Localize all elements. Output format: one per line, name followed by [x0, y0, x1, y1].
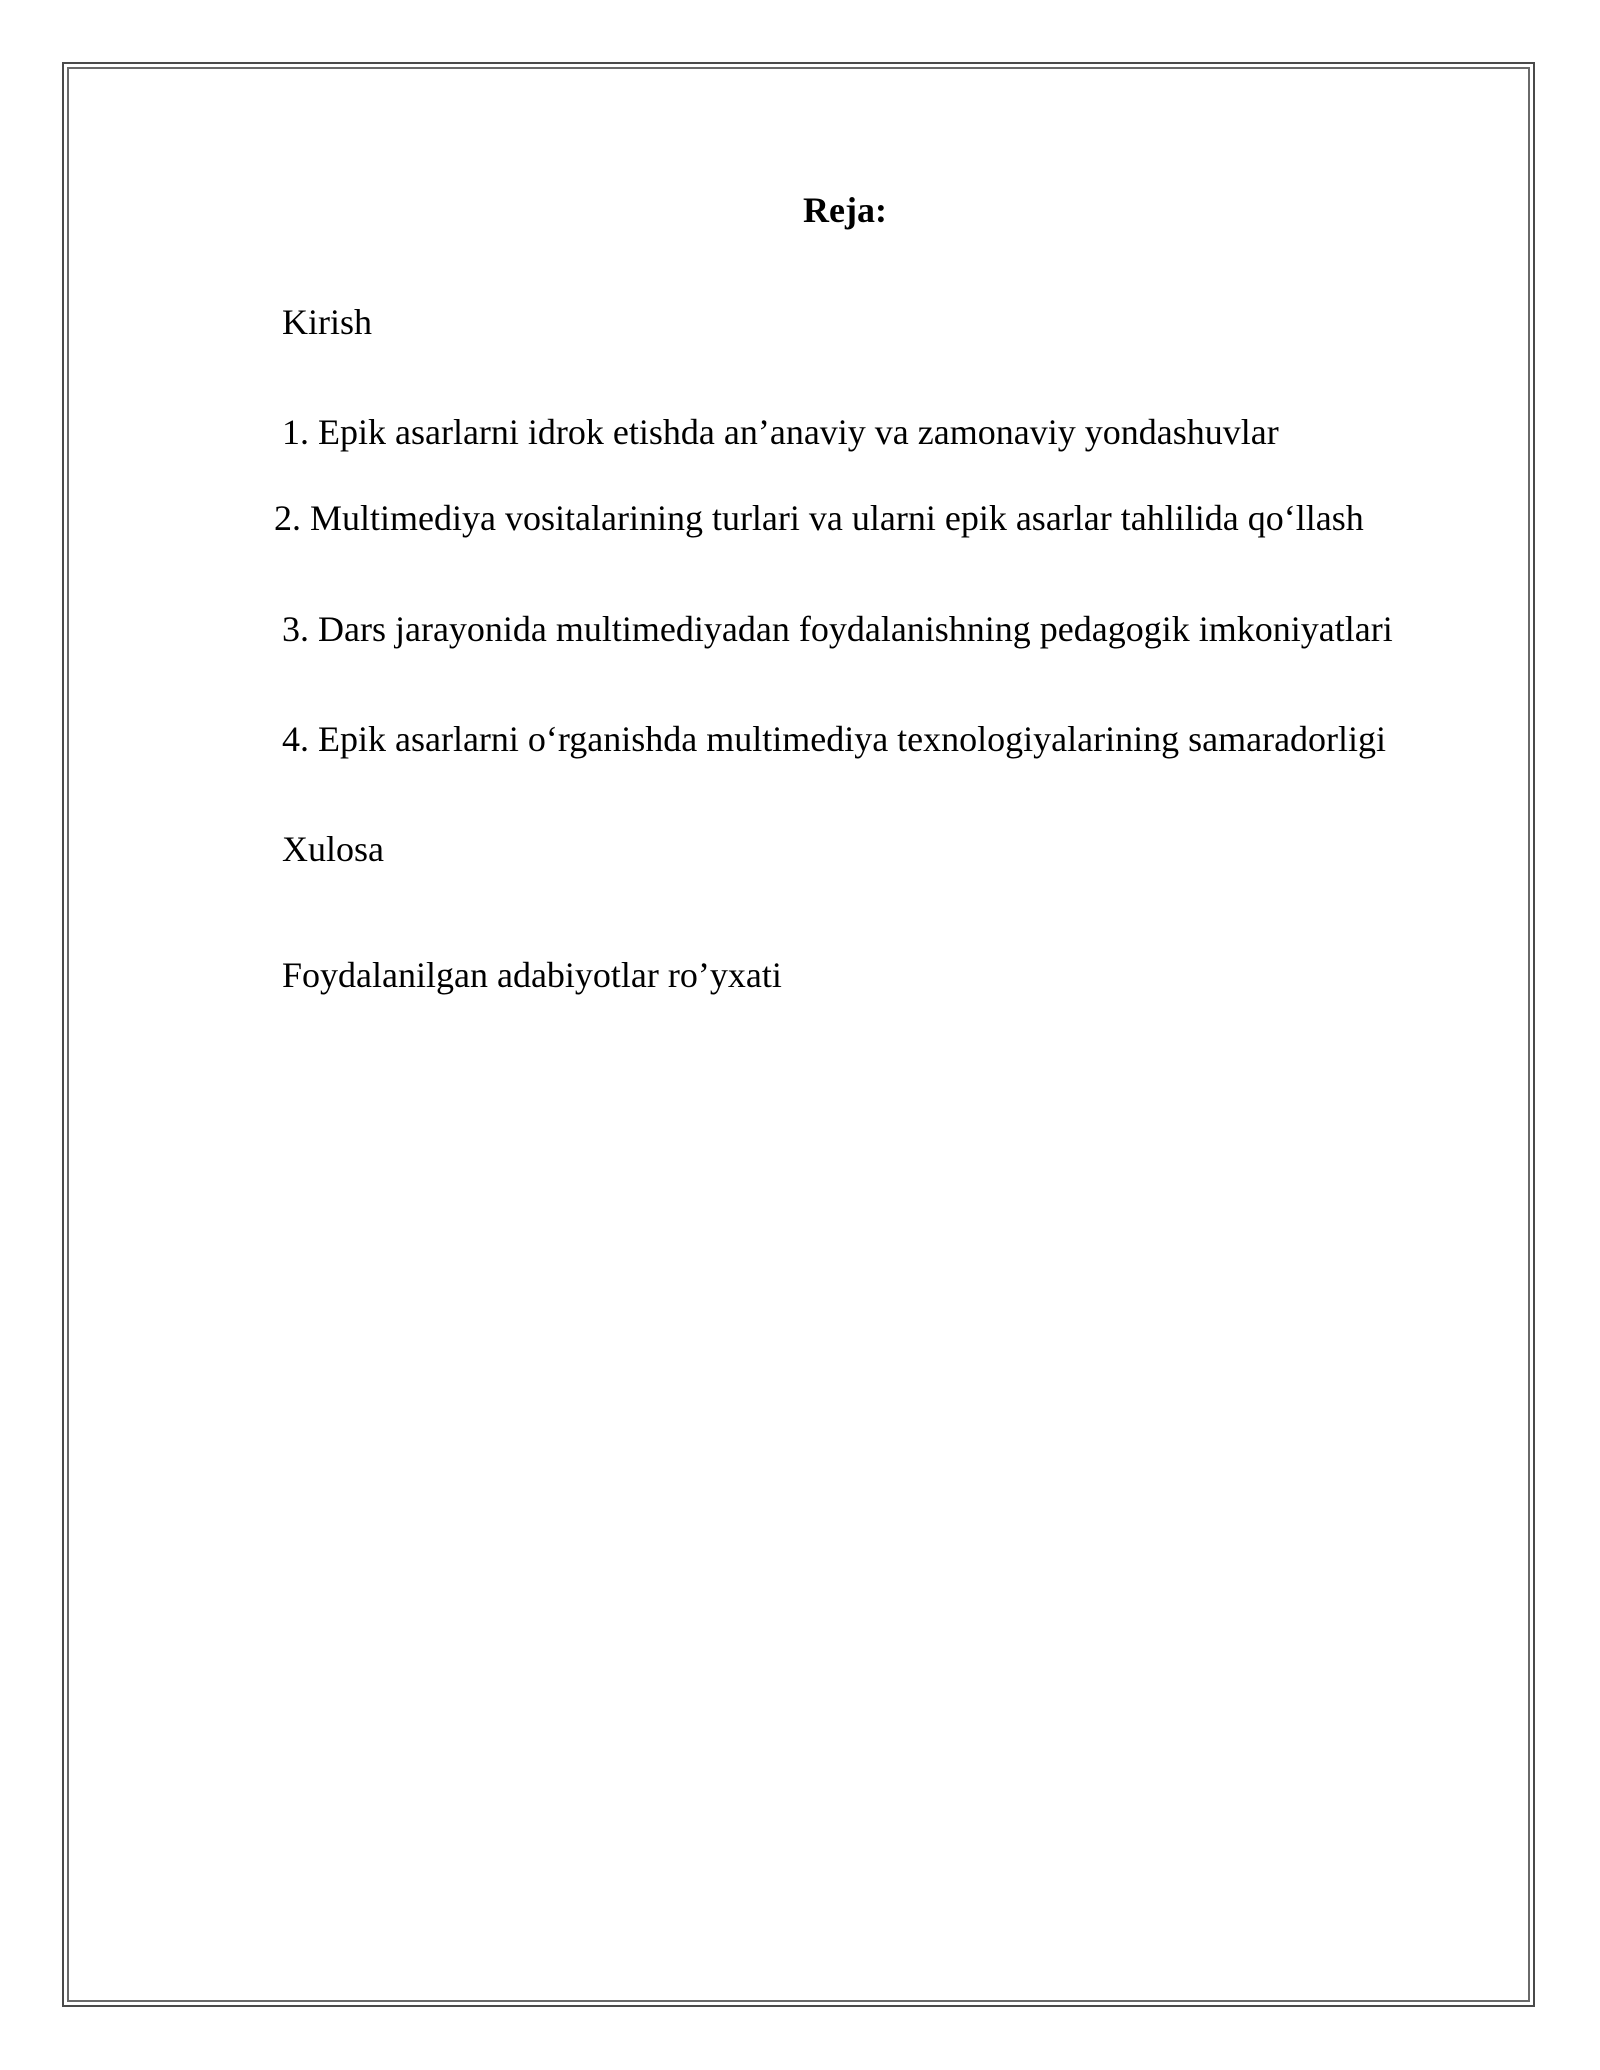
plan-item-references: Foydalanilgan adabiyotlar ro’yxati	[282, 955, 782, 995]
plan-item-introduction: Kirish	[282, 302, 372, 342]
plan-item-1: 1. Epik asarlarni idrok etishda an’anaviy va zamonaviy yondashuvlar	[282, 412, 1279, 452]
plan-item-2: 2. Multimediya vositalarining turlari va ularni epik asarlar tahlilida qo‘llash	[274, 498, 1364, 538]
page-border-inner	[67, 67, 1530, 2002]
page-title: Reja:	[803, 190, 887, 230]
plan-item-4: 4. Epik asarlarni o‘rganishda multimediya texnologiyalarining samaradorligi	[282, 719, 1387, 759]
plan-item-3: 3. Dars jarayonida multimediyadan foydalanishning pedagogik imkoniyatlari	[282, 609, 1393, 649]
plan-item-conclusion: Xulosa	[282, 829, 384, 869]
